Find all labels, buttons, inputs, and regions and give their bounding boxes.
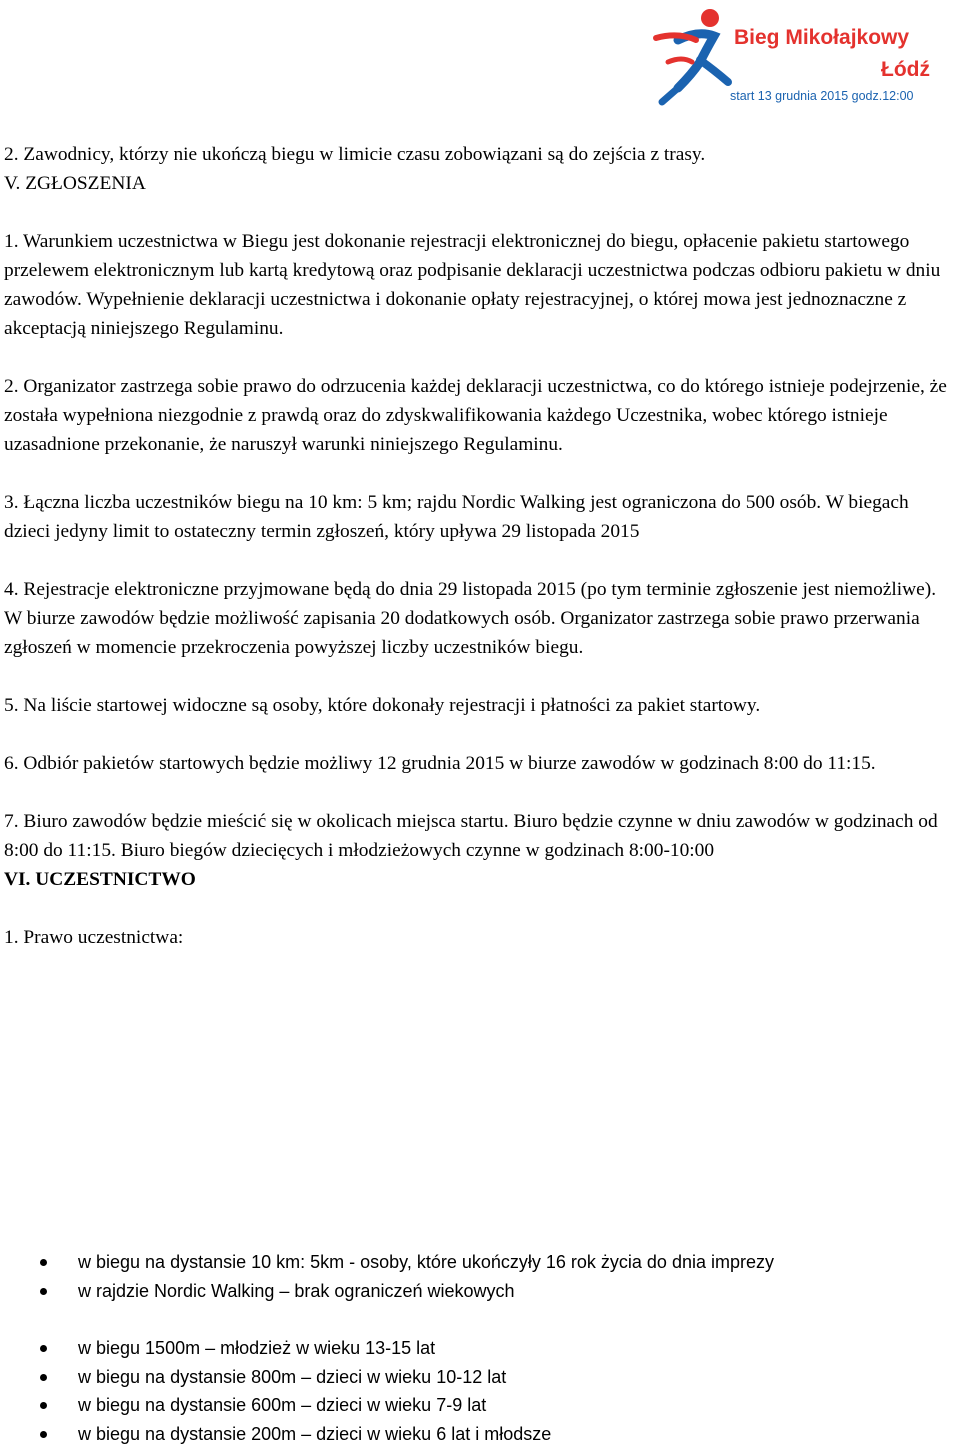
section-v-paragraph-6: 6. Odbiór pakietów startowych będzie możliwy 12 grudnia 2015 w biurze zawodów w godzinach 8:00 do 11:15. xyxy=(4,753,876,774)
list-item xyxy=(40,1248,940,1277)
list-item-text: w rajdzie Nordic Walking – brak ograniczeń wiekowych xyxy=(78,1280,515,1301)
section-v-paragraph-3: 3. Łączna liczba uczestników biegu na 10 km: 5 km; rajdu Nordic Walking jest ograniczona do 500 osób. W biegach dzieci jedyny limit to ostateczny termin zgłoszeń, który upływa 29 listopada 2015 xyxy=(4,492,909,542)
bullet-icon xyxy=(40,1259,47,1266)
list-item-text: w biegu na dystansie 10 km: 5km - osoby, które ukończyły 16 rok życia do dnia imprezy xyxy=(78,1252,774,1272)
event-logo xyxy=(648,4,958,108)
bullet-icon xyxy=(40,1288,47,1295)
list-item xyxy=(40,1391,940,1420)
bullet-icon xyxy=(40,1431,47,1438)
bullet-icon xyxy=(40,1374,47,1381)
logo-date-line: start 13 grudnia 2015 godz.12:00 xyxy=(730,89,914,103)
section-v-paragraph-5: 5. Na liście startowej widoczne są osoby, które dokonały rejestracji i płatności za pakiet startowy. xyxy=(4,695,761,716)
list-item xyxy=(40,1334,940,1363)
list-item-text: w biegu na dystansie 800m – dzieci w wieku 10-12 lat xyxy=(78,1366,507,1387)
section-v-paragraph-1: 1. Warunkiem uczestnictwa w Biegu jest dokonanie rejestracji elektronicznej do biegu, opłacenie pakietu startowego przelewem elektronicznym lub kartą kredytową oraz podpisanie deklaracji uczestnictwa podczas odbioru pakietu w dniu zawodów. Wypełnienie deklaracji uczestnictwa i dokonanie opłaty rejestracyjnej, o której mowa jest jednoznaczne z akceptacją niniejszego Regulaminu. xyxy=(4,231,941,339)
section-v-heading: V. ZGŁOSZENIA xyxy=(4,173,146,194)
list-item-text: w biegu na dystansie 200m – dzieci w wieku 6 lat i młodsze xyxy=(78,1423,552,1444)
list-item xyxy=(40,1277,940,1306)
section-v-paragraph-4: 4. Rejestracje elektroniczne przyjmowane będą do dnia 29 listopada 2015 (po tym terminie zgłoszenie jest niemożliwe). W biurze zawodów będzie możliwość zapisania 20 dodatkowych osób. Organizator zastrzega sobie prawo przerwania zgłoszeń w momencie przekroczenia powyższej liczby uczestników biegu. xyxy=(4,579,937,658)
logo-city: Łódź xyxy=(881,58,930,81)
bullet-icon xyxy=(40,1345,47,1352)
runner-logo-icon xyxy=(648,4,738,108)
list-item xyxy=(40,1363,940,1392)
bullet-icon xyxy=(40,1402,47,1409)
list-item xyxy=(40,1420,940,1449)
section-vi-subheading: 1. Prawo uczestnictwa: xyxy=(4,927,184,948)
list-item-text: w biegu 1500m – młodzież w wieku 13-15 lat xyxy=(78,1338,436,1358)
section-vi-heading: VI. UCZESTNICTWO xyxy=(4,869,196,890)
intro-paragraph: 2. Zawodnicy, którzy nie ukończą biegu w limicie czasu zobowiązani są do zejścia z trasy. xyxy=(4,144,706,165)
list-item-text: w biegu na dystansie 600m – dzieci w wieku 7-9 lat xyxy=(78,1395,487,1415)
eligibility-list xyxy=(40,1248,940,1448)
section-v-paragraph-2: 2. Organizator zastrzega sobie prawo do odrzucenia każdej deklaracji uczestnictwa, co do którego istnieje podejrzenie, że została wypełniona niezgodnie z prawdą oraz do zdyskwalifikowania każdego Uczestnika, wobec którego istnieje uzasadnione przekonanie, że naruszył warunki niniejszego Regulaminu. xyxy=(4,376,947,455)
document-body xyxy=(4,140,958,952)
section-v-paragraph-7: 7. Biuro zawodów będzie mieścić się w okolicach miejsca startu. Biuro będzie czynne w dniu zawodów w godzinach od 8:00 do 11:15. Biuro biegów dziecięcych i młodzieżowych czynne w godzinach 8:00-10:00 xyxy=(4,811,938,861)
logo-title: Bieg Mikołajkowy xyxy=(734,26,910,49)
